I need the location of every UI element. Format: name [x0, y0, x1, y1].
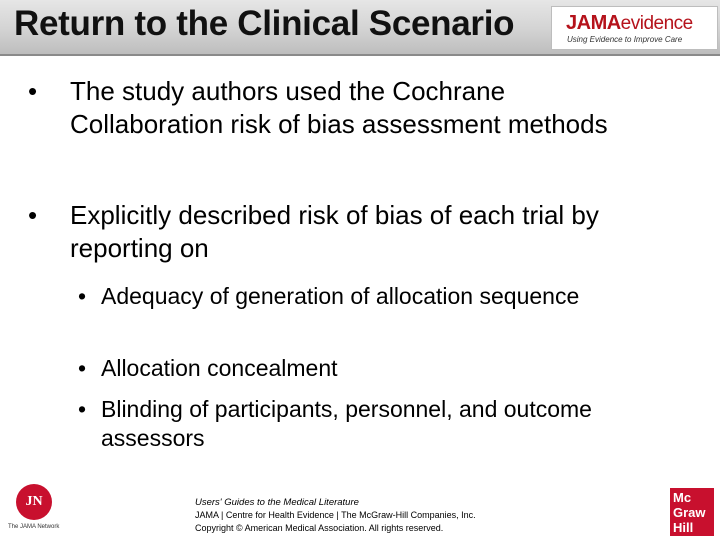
- title-bar: [0, 0, 720, 56]
- jama-network-logo: [8, 484, 68, 536]
- mcgraw-hill-logo-line: Mc: [673, 490, 692, 505]
- jn-logo-caption: The JAMA Network: [8, 524, 60, 530]
- footer-citation: [195, 496, 476, 535]
- sub-bullet-text: Adequacy of generation of allocation sequence: [101, 283, 580, 309]
- mcgraw-hill-logo: [670, 488, 714, 536]
- sub-bullet-dot: •: [78, 355, 87, 381]
- footer-centre-line: JAMA | Centre for Health Evidence | The McGraw-Hill Companies, Inc.: [195, 510, 476, 520]
- sub-bullet-dot: •: [78, 396, 87, 422]
- jama-evidence-logo: [551, 6, 718, 50]
- bullet-dot: •: [28, 76, 38, 106]
- jama-evidence-logo-tagline: Using Evidence to Improve Care: [567, 35, 683, 44]
- footer-copyright: Copyright © American Medical Association. All rights reserved.: [195, 523, 444, 533]
- sub-bullet-dot: •: [78, 283, 87, 309]
- mcgraw-hill-logo-line: Graw: [673, 505, 706, 520]
- sub-bullet-text: Allocation concealment: [101, 355, 338, 381]
- jn-logo-mark: JN: [16, 484, 52, 520]
- bullet-text: Explicitly described risk of bias of each trial by reporting on: [70, 200, 599, 263]
- sub-bullet-text: Blinding of participants, personnel, and outcome assessors: [101, 396, 592, 451]
- jama-evidence-logo-brand: JAMAevidence: [566, 12, 693, 34]
- footer-users-guides: Users' Guides to the Medical Literature: [195, 497, 359, 508]
- slide-title: Return to the Clinical Scenario: [14, 4, 515, 43]
- mcgraw-hill-logo-line: Hill: [673, 520, 694, 535]
- bullet-text: The study authors used the Cochrane Collaboration risk of bias assessment methods: [70, 76, 608, 139]
- bullet-dot: •: [28, 200, 38, 230]
